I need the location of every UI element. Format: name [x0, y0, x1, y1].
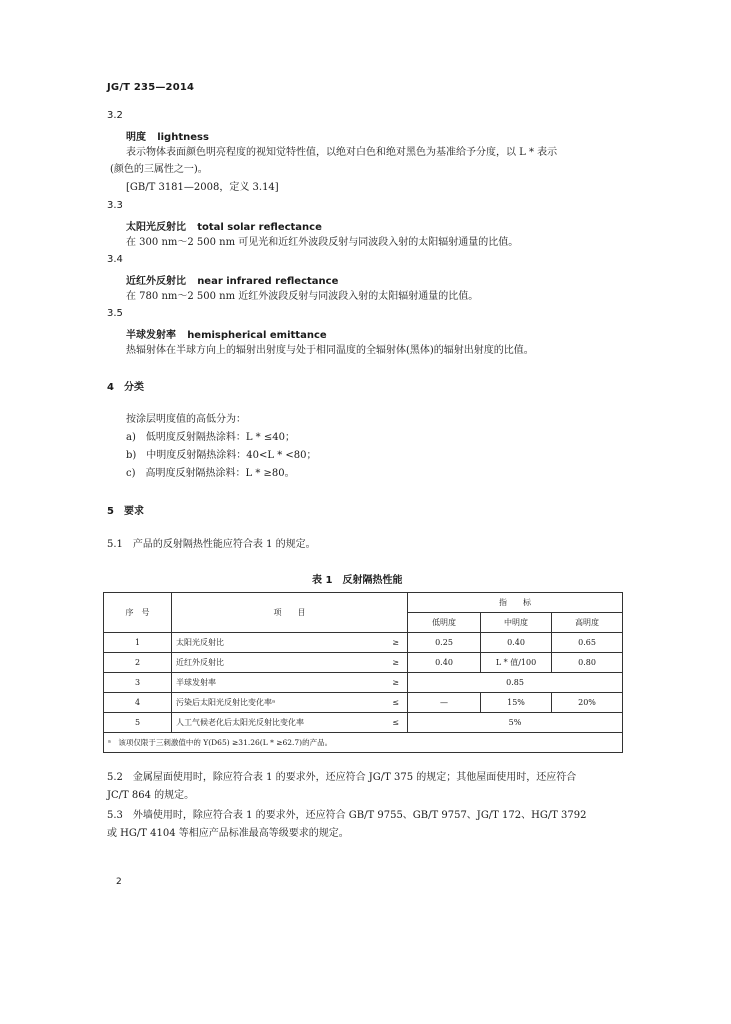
row-low: 0.25 — [408, 633, 481, 653]
reference-3-2: [GB/T 3181—2008，定义 3.14] — [126, 182, 279, 193]
page-number: 2 — [116, 877, 122, 887]
table-row — [104, 673, 623, 693]
section-heading-5: 5 要求 — [107, 506, 144, 517]
table-caption: 表 1 反射隔热性能 — [312, 575, 403, 586]
section-number-3-2: 3.2 — [107, 110, 123, 121]
section-number-3-4: 3.4 — [107, 254, 123, 265]
classification-item-c: c) 高明度反射隔热涂料：L * ≥80。 — [126, 468, 295, 479]
term-3-2 — [126, 128, 209, 143]
row-low: — — [408, 693, 481, 713]
reflective-insulation-table — [103, 592, 623, 753]
row-item: 人工气候老化后太阳光反射比变化率 — [172, 713, 356, 733]
classification-item-b: b) 中明度反射隔热涂料：40<L * <80； — [126, 450, 317, 461]
term-cn: 近红外反射比 — [126, 276, 186, 287]
standard-code: JG/T 235—2014 — [107, 82, 195, 93]
definition-3-4: 在 780 nm～2 500 nm 近红外波段反射与同波段入射的太阳辐射通量的比值。 — [126, 291, 479, 302]
row-symbol: ≤ — [356, 713, 408, 733]
paragraph-5-3-line1: 5.3 外墙使用时，除应符合表 1 的要求外，还应符合 GB/T 9755、GB/T 9757、JG/T 172、HG/T 3792 — [107, 810, 587, 821]
classification-item-a: a) 低明度反射隔热涂料：L * ≤40； — [126, 432, 295, 443]
term-cn: 明度 — [126, 132, 146, 143]
table-header-row — [104, 593, 623, 613]
section-number-3-3: 3.3 — [107, 200, 123, 211]
table-row — [104, 633, 623, 653]
row-low: 0.40 — [408, 653, 481, 673]
header-seq: 序 号 — [104, 593, 172, 633]
header-mid: 中明度 — [481, 613, 552, 633]
row-symbol: ≥ — [356, 633, 408, 653]
row-seq: 3 — [104, 673, 172, 693]
header-item: 项 目 — [172, 593, 408, 633]
row-mid: 15% — [481, 693, 552, 713]
row-item: 半球发射率 — [172, 673, 356, 693]
row-symbol: ≤ — [356, 693, 408, 713]
term-cn: 太阳光反射比 — [126, 222, 186, 233]
row-item: 近红外反射比 — [172, 653, 356, 673]
section-number-3-5: 3.5 — [107, 308, 123, 319]
section-heading-4: 4 分类 — [107, 382, 144, 393]
term-cn: 半球发射率 — [126, 330, 176, 341]
definition-3-5: 热辐射体在半球方向上的辐射出射度与处于相同温度的全辐射体(黑体)的辐射出射度的比值。 — [126, 345, 534, 356]
paragraph-5-2-line1: 5.2 金属屋面使用时，除应符合表 1 的要求外，还应符合 JG/T 375 的规定；其他屋面使用时，还应符合 — [107, 772, 577, 783]
row-high: 0.65 — [552, 633, 623, 653]
row-high: 0.80 — [552, 653, 623, 673]
term-3-4 — [126, 272, 338, 287]
paragraph-5-3-line2: 或 HG/T 4104 等相应产品标准最高等级要求的规定。 — [107, 828, 349, 839]
header-low: 低明度 — [408, 613, 481, 633]
header-indicator: 指 标 — [408, 593, 623, 613]
term-3-3 — [126, 218, 322, 233]
term-en: total solar reflectance — [197, 222, 322, 233]
term-en: lightness — [157, 132, 209, 143]
row-mid: 0.40 — [481, 633, 552, 653]
row-symbol: ≥ — [356, 653, 408, 673]
row-merged-value: 0.85 — [408, 673, 623, 693]
term-en: near infrared reflectance — [197, 276, 339, 287]
classification-intro: 按涂层明度值的高低分为： — [126, 414, 246, 425]
paragraph-5-2-line2: JC/T 864 的规定。 — [107, 790, 195, 801]
row-seq: 5 — [104, 713, 172, 733]
table-footnote-row — [104, 733, 623, 753]
row-item: 污染后太阳光反射比变化率ᵃ — [172, 693, 356, 713]
row-seq: 4 — [104, 693, 172, 713]
term-en: hemispherical emittance — [187, 330, 327, 341]
row-item: 太阳光反射比 — [172, 633, 356, 653]
row-high: 20% — [552, 693, 623, 713]
row-seq: 2 — [104, 653, 172, 673]
table-footnote: ᵃ 该项仅限于三刺激值中的 Y(D65) ≥31.26(L * ≥62.7)的产品。 — [104, 733, 623, 753]
table-row — [104, 713, 623, 733]
row-symbol: ≥ — [356, 673, 408, 693]
table-row — [104, 653, 623, 673]
table-row — [104, 693, 623, 713]
definition-3-2-line1: 表示物体表面颜色明亮程度的视知觉特性值，以绝对白色和绝对黑色为基准给予分度，以 L * 表示 — [126, 147, 558, 158]
row-mid: L * 值/100 — [481, 653, 552, 673]
paragraph-5-1: 5.1 产品的反射隔热性能应符合表 1 的规定。 — [107, 539, 316, 550]
definition-3-3: 在 300 nm～2 500 nm 可见光和近红外波段反射与同波段入射的太阳辐射通量的比值。 — [126, 237, 519, 248]
header-high: 高明度 — [552, 613, 623, 633]
term-3-5 — [126, 326, 327, 341]
row-seq: 1 — [104, 633, 172, 653]
row-merged-value: 5% — [408, 713, 623, 733]
definition-3-2-line2: (颜色的三属性之一)。 — [110, 164, 208, 175]
